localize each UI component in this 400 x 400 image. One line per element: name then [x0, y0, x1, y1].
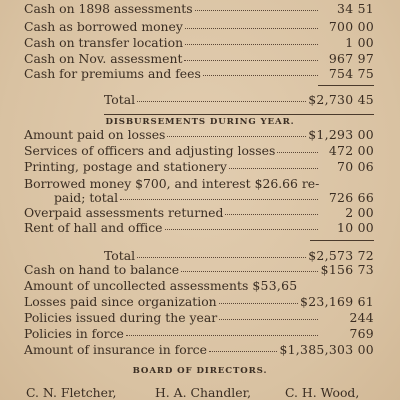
summary-amount: 244 — [349, 310, 374, 325]
disbursement-label: Services of officers and adjusting losses — [24, 143, 276, 158]
disbursement-amount: 10 00 — [337, 220, 374, 235]
disbursement-label: Rent of hall and office — [24, 220, 163, 235]
leader-dots — [137, 92, 306, 102]
disbursement-row — [24, 220, 374, 236]
leader-dots — [209, 342, 278, 352]
summary-row — [24, 342, 374, 358]
receipt-row — [24, 19, 374, 35]
leader-dots — [165, 220, 318, 230]
receipt-amount: 34 51 — [337, 1, 374, 16]
disbursement-label: Borrowed money $700, and interest $26.66 re- — [24, 176, 320, 191]
summary-row — [24, 326, 374, 342]
disbursement-row — [54, 190, 374, 206]
leader-dots — [229, 159, 318, 169]
leader-dots — [219, 310, 318, 320]
director-name: C. N. Fletcher, — [26, 385, 117, 400]
receipt-row — [24, 51, 374, 67]
leader-dots — [126, 326, 318, 336]
receipt-amount: 700 00 — [328, 19, 374, 34]
receipt-label: Cash on Nov. assessment — [24, 51, 183, 66]
summary-label: Amount of insurance in force — [24, 342, 207, 357]
leader-dots — [167, 127, 306, 137]
summary-label: Policies issued during the year — [24, 310, 218, 325]
disbursement-row — [24, 159, 374, 175]
leader-dots — [219, 294, 298, 304]
summary-label: Losses paid since organization — [24, 294, 217, 309]
receipt-row — [24, 66, 374, 82]
summary-amount: $53,65 — [252, 278, 298, 293]
disbursements-heading: DISBURSEMENTS DURING YEAR. — [105, 117, 295, 127]
disbursement-row — [24, 127, 374, 143]
directors-heading: BOARD OF DIRECTORS. — [132, 366, 268, 376]
total-amount: $2,573 72 — [308, 248, 374, 263]
disbursement-label: Overpaid assessments returned — [24, 205, 224, 220]
receipt-label: Cash on transfer location — [24, 35, 184, 50]
receipt-row — [24, 35, 374, 51]
disbursement-label: paid; total — [54, 190, 119, 205]
summary-amount: $23,169 61 — [300, 294, 374, 309]
receipt-amount: 754 75 — [328, 66, 374, 81]
disbursement-amount: $1,293 00 — [308, 127, 374, 142]
leader-dots — [181, 262, 318, 272]
summary-row — [24, 278, 298, 294]
receipt-label: Cash for premiums and fees — [24, 66, 201, 81]
disbursement-row — [24, 205, 374, 221]
receipts-total-row — [104, 92, 374, 108]
sum-rule — [310, 240, 374, 241]
leader-dots — [184, 51, 318, 61]
total-label: Total — [104, 92, 136, 107]
director-name: H. A. Chandler, — [155, 385, 252, 400]
disbursement-label: Printing, postage and stationery — [24, 159, 227, 174]
leader-dots — [120, 190, 318, 200]
disbursement-amount: 70 06 — [337, 159, 374, 174]
leader-dots — [203, 66, 318, 76]
receipt-label: Cash on 1898 assessments — [24, 1, 193, 16]
leader-dots — [185, 35, 318, 45]
summary-label: Amount of uncollected assessments — [24, 278, 249, 293]
receipt-label: Cash as borrowed money — [24, 19, 183, 34]
disbursement-row — [24, 143, 374, 159]
disbursement-label: Amount paid on losses — [24, 127, 166, 142]
receipt-row — [24, 1, 374, 17]
sum-rule — [318, 85, 374, 86]
summary-amount: $156 73 — [320, 262, 374, 277]
director-name: C. H. Wood, — [285, 385, 360, 400]
summary-row — [24, 310, 374, 326]
summary-label: Cash on hand to balance — [24, 262, 180, 277]
leader-dots — [185, 19, 318, 29]
summary-row — [24, 294, 374, 310]
summary-amount: 769 — [349, 326, 374, 341]
total-label: Total — [104, 248, 136, 263]
section-rule — [104, 114, 374, 115]
disbursement-amount: 726 66 — [328, 190, 374, 205]
receipt-amount: 967 97 — [328, 51, 374, 66]
total-amount: $2,730 45 — [308, 92, 374, 107]
disbursement-amount: 472 00 — [328, 143, 374, 158]
summary-label: Policies in force — [24, 326, 124, 341]
leader-dots — [225, 205, 318, 215]
leader-dots — [195, 1, 318, 11]
leader-dots — [137, 248, 306, 258]
receipt-amount: 1 00 — [345, 35, 374, 50]
leader-dots — [277, 143, 318, 153]
disbursement-amount: 2 00 — [345, 205, 374, 220]
summary-row — [24, 262, 374, 278]
summary-amount: $1,385,303 00 — [279, 342, 374, 357]
